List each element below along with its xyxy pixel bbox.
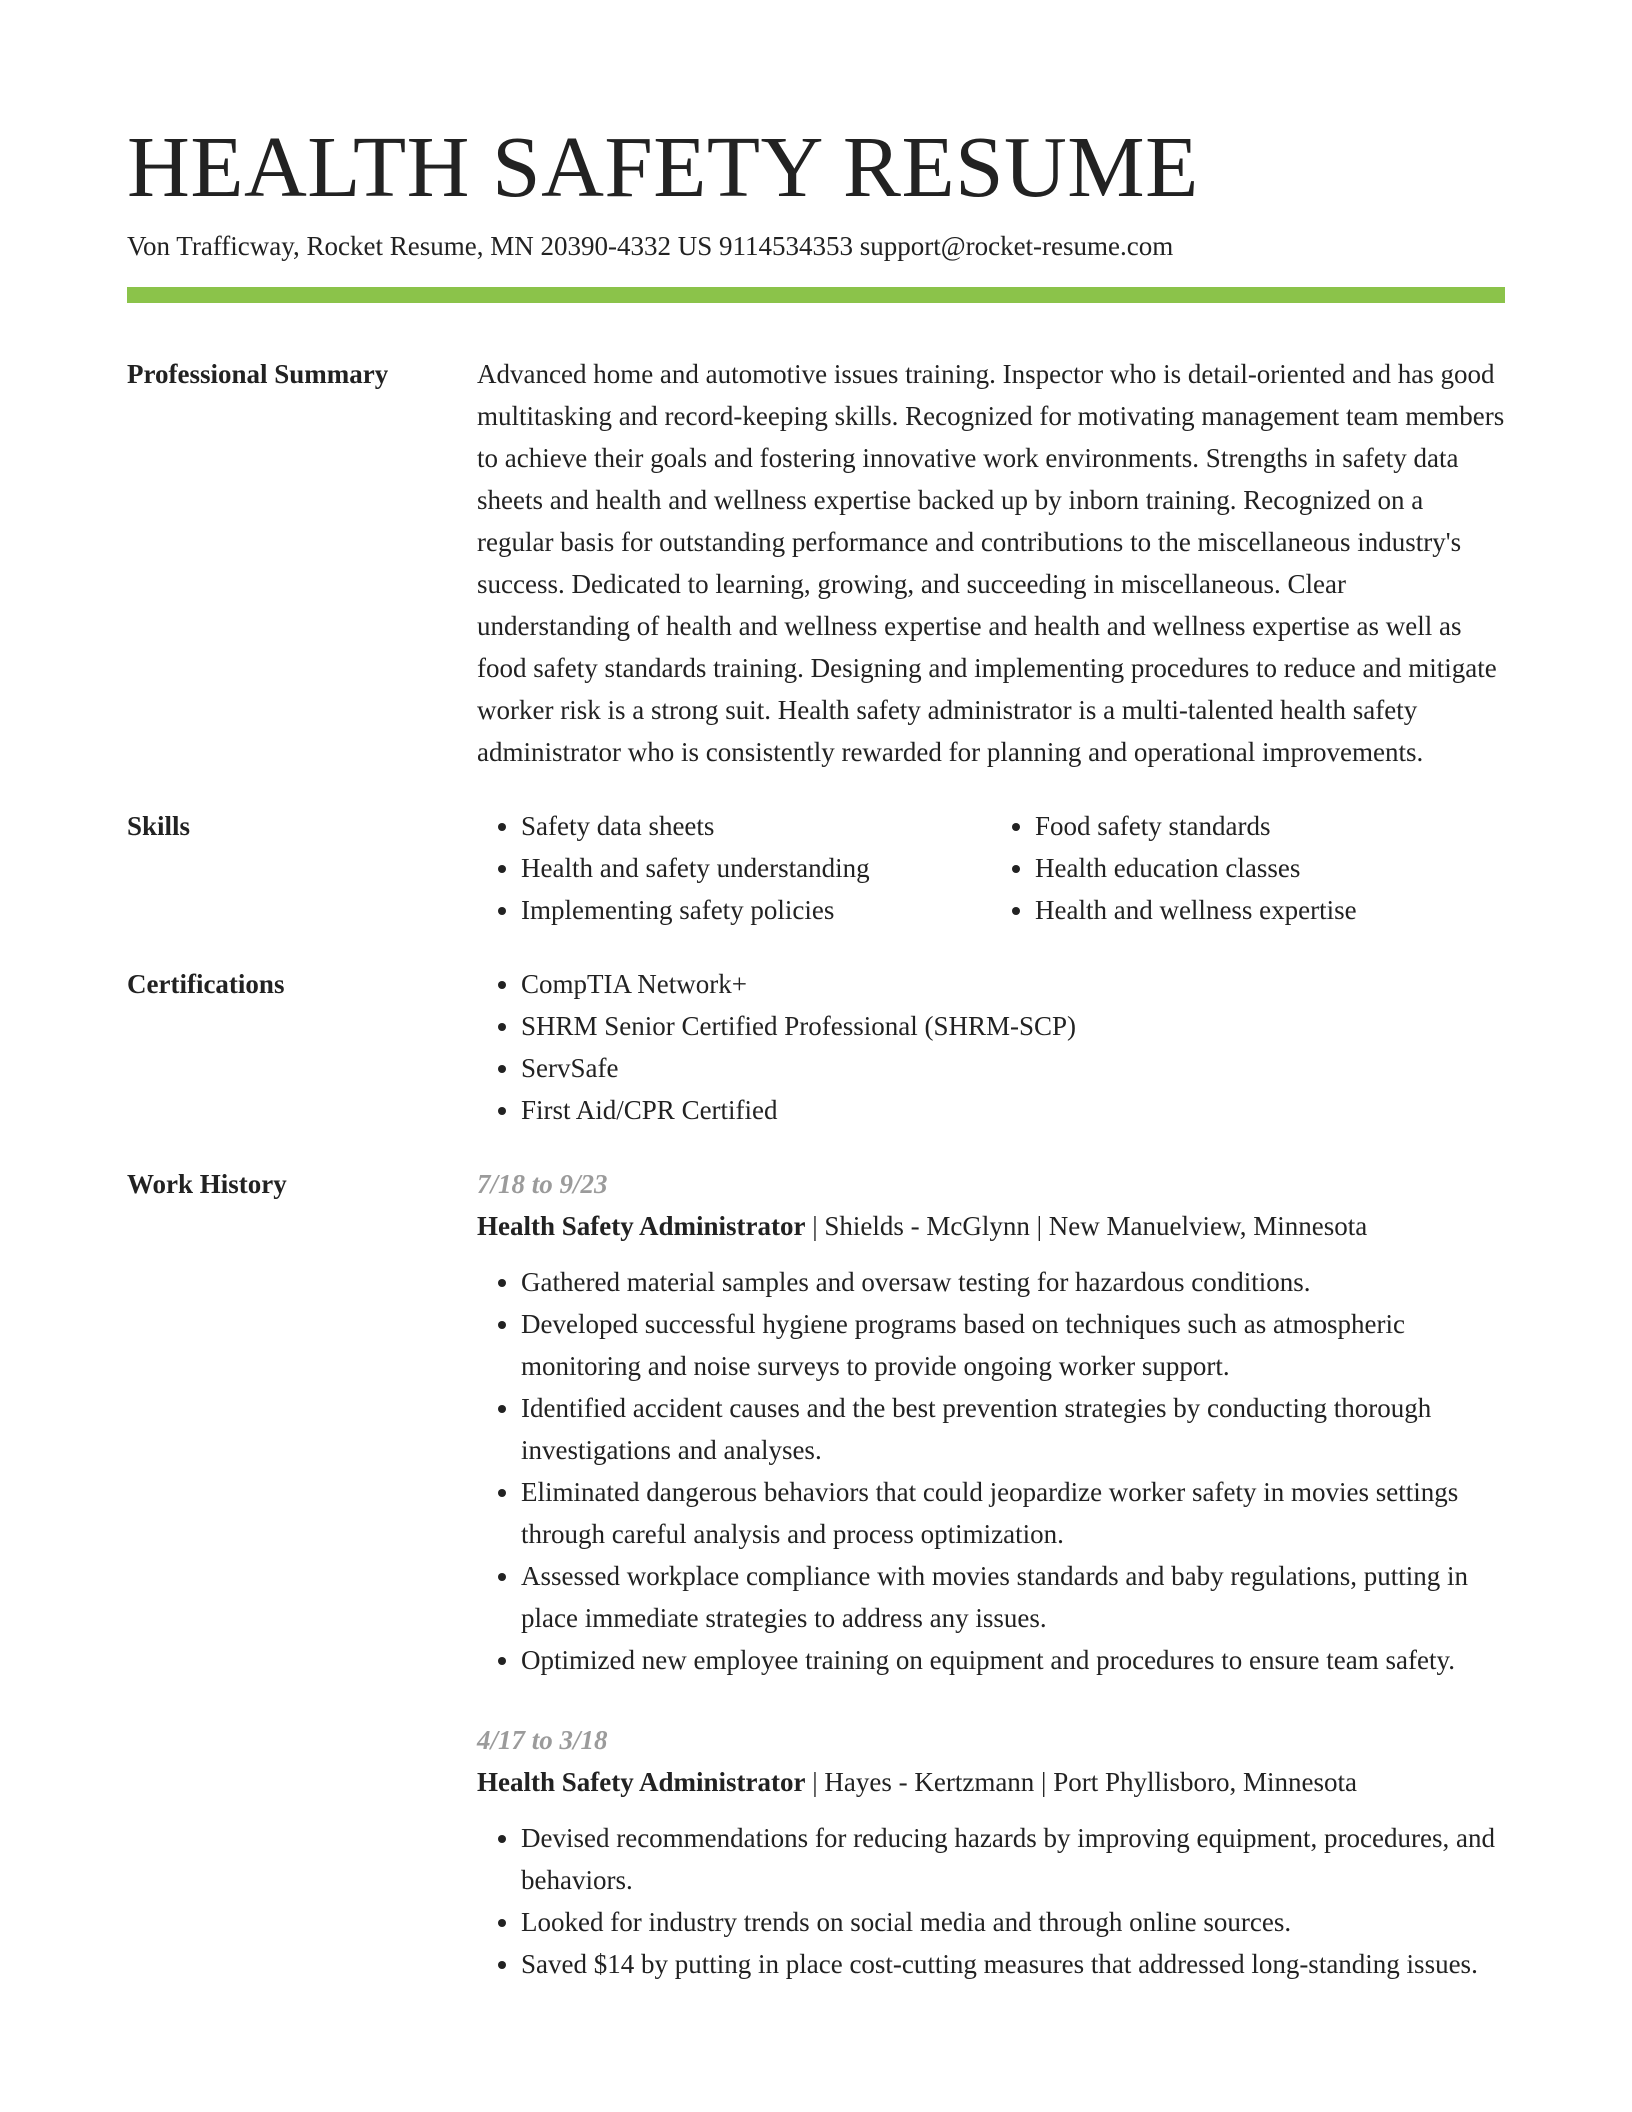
job-bullet: • Developed successful hygiene programs based on techniques such as atmospheric monitoring and noise surveys to provide ongoing worker support. bbox=[521, 1303, 1505, 1387]
resume-title: HEALTH SAFETY RESUME bbox=[127, 118, 1199, 215]
job-header bbox=[477, 1761, 1505, 1803]
job-details: | Hayes - Kertzmann | Port Phyllisboro, Minnesota bbox=[805, 1766, 1357, 1797]
job-header bbox=[477, 1205, 1505, 1247]
job-dates: 4/17 to 3/18 bbox=[477, 1724, 608, 1755]
skills-list-right bbox=[991, 805, 1505, 931]
skills-body bbox=[477, 805, 1505, 931]
summary-label: Professional Summary bbox=[127, 358, 389, 389]
skill-item: • Health and safety understanding bbox=[521, 847, 991, 889]
certifications-body bbox=[477, 963, 1505, 1131]
summary-body bbox=[477, 353, 1505, 773]
job-bullet: • Eliminated dangerous behaviors that could jeopardize worker safety in movies settings through careful analysis and process optimization. bbox=[521, 1471, 1505, 1555]
job-entry bbox=[477, 1719, 1505, 1985]
skill-item: • Food safety standards bbox=[1035, 805, 1505, 847]
job-details: | Shields - McGlynn | New Manuelview, Minnesota bbox=[805, 1210, 1368, 1241]
skills-list-left bbox=[477, 805, 991, 931]
job-bullet: • Devised recommendations for reducing hazards by improving equipment, procedures, and behaviors. bbox=[521, 1817, 1505, 1901]
skills-label: Skills bbox=[127, 810, 191, 841]
summary-text: Advanced home and automotive issues training. Inspector who is detail-oriented and has good multitasking and record-keeping skills. Recognized for motivating management team members to achieve their goals and fostering innovative work environments. Strengths in safety data sheets and health and wellness expertise backed up by inborn training. Recognized on a regular basis for outstanding performance and contributions to the miscellaneous industry's success. Dedicated to learning, growing, and succeeding in miscellaneous. Clear understanding of health and wellness expertise and health and wellness expertise as well as food safety standards training. Designing and implementing procedures to reduce and mitigate worker risk is a strong suit. Health safety administrator is a multi-talented health safety administrator who is consistently rewarded for planning and operational improvements. bbox=[477, 358, 1505, 767]
job-bullets bbox=[477, 1261, 1505, 1681]
certifications-section bbox=[127, 963, 1505, 1131]
contact-line: Von Trafficway, Rocket Resume, MN 20390-4332 US 9114534353 support@rocket-resume.com bbox=[127, 231, 1174, 262]
job-dates: 7/18 to 9/23 bbox=[477, 1168, 608, 1199]
certifications-label: Certifications bbox=[127, 968, 285, 999]
job-bullet: • Optimized new employee training on equipment and procedures to ensure team safety. bbox=[521, 1639, 1505, 1681]
skill-item: • Implementing safety policies bbox=[521, 889, 991, 931]
job-bullet: • Gathered material samples and oversaw testing for hazardous conditions. bbox=[521, 1261, 1505, 1303]
skill-item: • Health and wellness expertise bbox=[1035, 889, 1505, 931]
certification-item: • First Aid/CPR Certified bbox=[521, 1089, 1505, 1131]
certifications-list bbox=[477, 963, 1505, 1131]
work-history-label: Work History bbox=[127, 1168, 287, 1199]
job-title: Health Safety Administrator bbox=[477, 1210, 806, 1241]
job-bullets bbox=[477, 1817, 1505, 1985]
certification-item: • CompTIA Network+ bbox=[521, 963, 1505, 1005]
skills-section bbox=[127, 805, 1505, 931]
certification-item: • ServSafe bbox=[521, 1047, 1505, 1089]
summary-section bbox=[127, 353, 1505, 773]
job-bullet: • Saved $14 by putting in place cost-cutting measures that addressed long-standing issues. bbox=[521, 1943, 1505, 1985]
work-history-body bbox=[477, 1163, 1505, 2023]
accent-divider bbox=[127, 287, 1505, 303]
work-history-section bbox=[127, 1163, 1505, 2023]
certification-item: • SHRM Senior Certified Professional (SHRM-SCP) bbox=[521, 1005, 1505, 1047]
job-bullet: • Identified accident causes and the best prevention strategies by conducting thorough investigations and analyses. bbox=[521, 1387, 1505, 1471]
job-bullet: • Looked for industry trends on social media and through online sources. bbox=[521, 1901, 1505, 1943]
skill-item: • Safety data sheets bbox=[521, 805, 991, 847]
job-entry bbox=[477, 1163, 1505, 1681]
job-bullet: • Assessed workplace compliance with movies standards and baby regulations, putting in place immediate strategies to address any issues. bbox=[521, 1555, 1505, 1639]
skill-item: • Health education classes bbox=[1035, 847, 1505, 889]
job-title: Health Safety Administrator bbox=[477, 1766, 806, 1797]
